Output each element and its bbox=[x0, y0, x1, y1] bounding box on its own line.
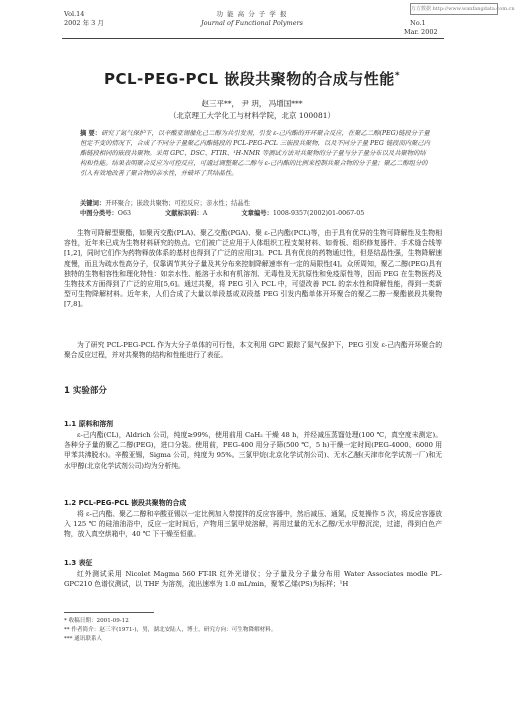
characterization-paragraph: 红外测试采用 Nicolet Magma 560 FT-IR 红外光谱仪；分子量及分子量分布用 Water Associates modle PL-GPC210 色谱仪测试，以 THF 为溶剂，流出速率为 1.0 mL/min，聚苯乙烯(PS)为标样；¹H bbox=[64, 570, 442, 589]
issue-month: Mar. 2002 bbox=[404, 28, 438, 36]
abstract-label: 摘 要： bbox=[80, 130, 102, 137]
abstract bbox=[80, 129, 430, 179]
classification-line: 中图分类号：O63 文献标识码：A 文章编号：1008-9357(2002)01-0067-05 bbox=[80, 210, 365, 217]
issue-date: 2002 年 3 月 bbox=[64, 19, 104, 27]
subsection-heading-synthesis: 1.2 PCL-PEG-PCL 嵌段共聚物的合成 bbox=[64, 499, 187, 507]
footnote-rule bbox=[64, 612, 154, 613]
footnote-author-bio: ** 作者简介：赵三平(1971-)，男，湖北安陆人，博士，研究方向：可生物降解材料。 bbox=[64, 627, 277, 633]
intro-paragraph-1: 生物可降解型聚酯，如聚丙交酯(PLA)、聚乙交酯(PGA)、聚 ε-己内酯(PCL)等，由于具有优异的生物可降解性及生物相容性，近年来已成为生物材料研究的热点。它们被广泛应用于人体组织工程支架材料、如骨板、组织修复器件、手术缝合线等[1,2]，同时它们作为药物释放体系的基材也得到了广泛的应用[3]。PCL 具有优良的药物通过性，但是结晶性强，生物降解速度慢，而且为疏水性高分子，仅靠调节其分子量及其分布来控制降解速率有一定的局限性[4]。众所周知，聚乙二醇(PEG)具有独特的生物相容性和理化特性：如亲水性、能溶于水和有机溶剂、无毒性及无抗原性和免疫原性等，因而 PEG 在生物医药及生物技术方面得到了广泛的应用[5,6]。通过共聚，将 PEG 引入 PCL 中，可望改善 PCL 的亲水性和降解性能，得到一类新型可生物降解材料。近年来，人们合成了大量以单段基或双段基 PEG 引发内酯单体开环聚合的聚乙二醇一聚酯嵌段共聚物[7,8]。 bbox=[64, 229, 442, 309]
affiliation: （北京理工大学化工与材料学院，北京 100081） bbox=[168, 111, 335, 120]
journal-name-en: Journal of Functional Polymers bbox=[201, 19, 303, 27]
paper-title: PCL-PEG-PCL 嵌段共聚物的合成与性能* bbox=[103, 70, 401, 88]
intro-paragraph-2: 为了研究 PCL-PEG-PCL 作为大分子单体的可行性，本文利用 GPC 跟踪了氮气保护下，PEG 引发 ε-己内酯开环聚合的聚合反应过程，并对共聚物的结构和性能进行了表征。 bbox=[64, 341, 442, 360]
authors: 赵三平**， 尹 玥， 冯增国*** bbox=[201, 99, 303, 108]
journal-name-cn: 功 能 高 分 子 学 报 bbox=[216, 10, 288, 18]
volume-label: Vol.14 bbox=[64, 10, 85, 18]
abstract-text: 研究了氮气保护下，以辛酸亚锡催化己二醇为共引发剂，引发 ε-己内酯的开环聚合反应，在聚乙二醇(PEG)链段分子量恒定不变的情况下，合成了不同分子量聚乙内酯链段的 PCL-PEG-PCL 三嵌段共聚物，以及不同分子量 PEG 链段而内聚己内酯链段相同的嵌段共聚物。采用 GPC、DSC、FTIR、¹H-NMR 等测试方法对共聚物的分子量与分子量分布以及共聚物的结构和性能。结果表明聚合反应为可控反应，可通过调整聚乙二醇与 ε-己内酯的比例来控制共聚合物的分子量；聚乙二醇组分的引入有效地改善了聚合物的亲水性，并破坏了其结晶性。 bbox=[80, 130, 430, 177]
subsection-heading-characterization: 1.3 表征 bbox=[64, 559, 93, 567]
section-heading-experimental: 1 实验部分 bbox=[64, 386, 107, 396]
subsection-heading-materials: 1.1 原料和溶剂 bbox=[64, 420, 114, 428]
issue-number: No.1 bbox=[410, 19, 426, 27]
materials-paragraph: ε-己内酯(CL)，Aldrich 公司，纯度≥99%，使用前用 CaH₂ 干燥 48 h，并经减压蒸馏处理(100 ℃，真空度未测定)。各种分子量的聚乙二醇(PEG)，进口分装。使用前，PEG-400 用分子筛(500 ℃，5 h)干燥一定时间(PEG-4000、6000 用甲苯共沸脱水)。辛酸亚锡，Sigma 公司，纯度为 95%。三氯甲烷(北京化学试剂公司)、无水乙醚(天津市化学试剂一厂)和无水甲醇(北京化学试剂公司)均为分析纯。 bbox=[64, 431, 442, 470]
header-rule bbox=[62, 38, 444, 39]
watermark-stamp: 万方数据 http://www.wanfangdata.com.cn bbox=[410, 3, 498, 15]
footnote-received-date: * 收稿日期：2001-09-12 bbox=[64, 618, 129, 624]
footnote-corresponding-author: *** 通讯联系人 bbox=[64, 636, 103, 642]
keywords: 关键词：开环聚合；嵌段共聚物；可控反应；亲水性；结晶性 bbox=[80, 200, 251, 207]
synthesis-paragraph: 将 ε-己内酯、聚乙二醇和辛酸亚锡以一定比例加入带搅拌的反应容器中，然后减压、通氮，反复操作 5 次，将反应容器放入 125 ℃ 的硅油油浴中，反应一定时间后，产物用三氯甲烷溶解，再用过量的无水乙醇/无水甲醇沉淀，过滤，得到白色产物，放入真空烘箱中，40 ℃ 下干燥至恒重。 bbox=[64, 510, 442, 539]
